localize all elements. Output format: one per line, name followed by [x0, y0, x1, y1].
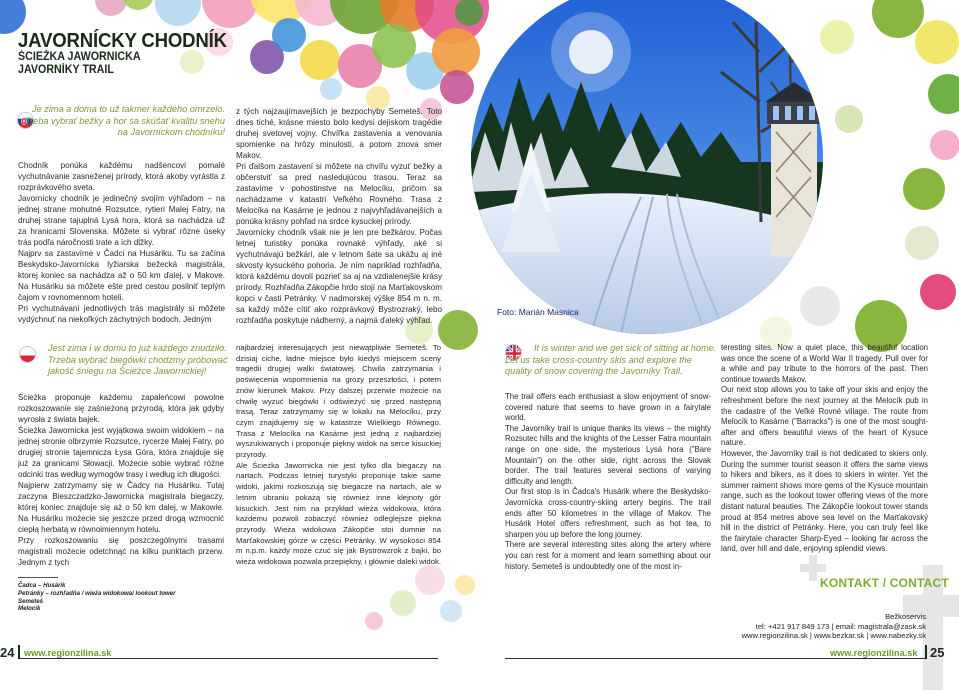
- text-polish-col1: [18, 392, 224, 568]
- text-slovak-col2: [236, 106, 442, 326]
- text-english-col2: [721, 343, 928, 555]
- deco-circle: [800, 286, 840, 326]
- caption-line: Semeteš: [18, 597, 44, 605]
- caption-divider: [18, 577, 58, 578]
- deco-circle: [915, 20, 959, 64]
- caption-line: Čadca – Husárik: [18, 582, 66, 589]
- title-polish: ŚCIEŻKA JAWORNICKA: [18, 51, 141, 63]
- title-english: JAVORNÍKY TRAIL: [18, 64, 114, 76]
- page-title: JAVORNÍCKY CHODNÍK: [18, 30, 227, 52]
- text-polish-col2: [236, 343, 441, 568]
- footer-accent-left: [18, 645, 20, 659]
- footer-accent-right: [925, 645, 927, 659]
- page-number-right: 25: [930, 645, 945, 660]
- polish-flag-icon: [19, 346, 36, 363]
- text-slovak-col1: [18, 160, 225, 325]
- text-english-col1: [505, 392, 711, 572]
- deco-circle: [415, 565, 445, 595]
- deco-circle: [300, 40, 340, 80]
- lookout-tower-icon: [765, 82, 823, 257]
- deco-circle: [928, 74, 959, 114]
- photo-credit: Foto: Marián Masnica: [497, 307, 579, 317]
- deco-circle: [440, 600, 462, 622]
- deco-circle: [820, 20, 854, 54]
- contact-phone-email: tel: +421 917 849 173 | email: magistrala@zask.sk: [755, 621, 926, 631]
- deco-circle: [903, 168, 945, 210]
- text-slovak-col1-body: Chodník ponúka každému nadšencovi pomalé vychutnávanie zasneženej prírody, ktorá akoby vyrástla z rozprávkového sveta. Javornícky chodník je jedinečný svojím výhľadom – na jednej strane mohutné Rozsutce, rytieri Malej Fatry, na druhej strane tajuplná Lysá hora, ktorá sa nachádza už za hranicami Slovenska. Môžete si vybrať rôzne úseky trás podľa náročnosti trate a ich dĺžky. Najprv sa zastavíme v Čadci na Husáriku. Tu sa začína Beskydsko-Javornícka lyžiarska bežecká magistrála, ktorej koniec sa nachádza až o 50 km ďalej, v Makove. Na Husáriku sa môžete ešte pred cestou posilniť teplým čajom v rovnomennom hoteli. Pri vychutnávaní jednotlivých trás magistrály si môžete vydýchnuť na niekoľkých záchytných bodoch. Jedným: [18, 161, 225, 324]
- deco-circle: [365, 612, 383, 630]
- deco-circle: [95, 0, 127, 16]
- deco-circle: [272, 18, 306, 52]
- lead-polish: Jest zima i w domu to już każdego znudziło. Trzeba wybrać biegówki chodzmy próbować jakość śniegu na Ścieżce Jawornickiej!: [48, 343, 228, 376]
- deco-circle: [438, 310, 478, 350]
- contact-title: KONTAKT / CONTACT: [820, 576, 949, 590]
- deco-circle: [455, 575, 475, 595]
- text-english-col1-body: The trail offers each enthusiast a slow enjoyment of snow-covered nature that seems to have grown in a fairytale world. The Javorníky trail is unique thanks its views – the mighty Rozsutec hills and the knights of the Lesser Fatra mountain range on one side, the mysterious Lysá hora ("Bare Mountain") on the other side, right across the Slovak border. The trail features several sections of varying difficulty and length. Our first stop is in Čadca's Husárik where the Beskydsko-Javornícka cross-country-skiing artery begins. The trail ends after 50 kilometres in the village of Makov. The Husárik Hotel offers refreshment, such as hot tea, to sharpen you up before the long journey. There are several interesting sites along the artery where you can rest for a moment and learn something about our history. Semeteš is undoubtedly one of the most in-: [505, 392, 711, 571]
- deco-circle: [320, 78, 342, 100]
- text-english-col2-body: teresting sites. Now a quiet place, this beautiful location was once the scene of a World War II tragedy. Pull over for a while and pay tribute to the horrors of the past. Then continue towards Makov. Our next stop allows you to take off your skis and enjoy the refreshment before the next journey at the Melocík pub in the cadastre of the Veľké Rovné village. The route from Melocík to Kasárne ("Barracks") is one of the most sought-after and offers beautiful views of the heart of Kysuce nature. However, the Javorníky trail is not dedicated to skiers only. During the summer tourist season it offers the same views to hikers and bikers, as it does to skiers in winter. Yet the summer raiment shows more gems of the Kysuce mountain range, such as the lookout tower offering views of the more distant natural beauties. The Zákopčie lookout tower stands proud at 854 metres above sea level on the Marťakovský hill in the district of Petránky. Here, you can truly feel like the fairytale character Sharp-Eyed – looking far across the land, over hill and dale, enjoying splendid views.: [721, 343, 928, 554]
- deco-circle: [432, 28, 480, 76]
- lead-slovak: Je zima a doma to už takmer každého omrzelo. Treba vybrať bežky a hor sa skúšať kvalitu snehu na Javorníckom chodníku!: [25, 104, 225, 137]
- deco-circle: [905, 226, 939, 260]
- page-number-left: 24: [0, 645, 15, 660]
- winter-photo: [471, 0, 823, 334]
- website-link-right[interactable]: www.regionzilina.sk: [830, 648, 918, 658]
- caption-line: Petránky – rozhľadňa / wieża widokowa/ lookout tower: [18, 589, 176, 597]
- deco-circle: [390, 590, 416, 616]
- deco-circle: [440, 70, 474, 104]
- text-slovak-col2-body: z tých najzaujímavejších je bezpochyby Semeteš. Toto dnes tiché, krásne miesto bolo kedysi dejiskom tragédie druhej svetovej vojny. Chvíľka zastavenia a venovania spomienke na hrôzy minulosti, a potom znova smer Makov. Pri ďalšom zastavení si môžete na chvíľu vyzuť bežky a občerstviť sa pred nasledujúcou trasou. Teraz sa zastavíme v pohostinstve na Melocíku, pričom sa nachádzame v katastri Veľkého Rovného. Trasa z Melocíka na Kasárne je jednou z najvyhľadávanejších a ponúka krásny pohľad na srdce kysuckej prírody. Javornícky chodník však nie je len pre bežkárov. Počas letnej turistiky ponúka rovnaké výhľady, aké si vychutnávajú bežkári, ale v letnom šate sa ukážu aj iné skvosty kysuckého pohoria. Je ním napríklad rozhľadňa, ktorá každému dovolí pozrieť sa aj na vzdialenejšie krásy prírody. Rozhľadňa Zákopčie hrdo stojí na Marťakovskom kopci v časti Petránky. V nadmorskej výške 854 m n. m. sa každý môže cítiť ako rozprávkový Bystrozraký, lebo rozhľadňa poskytuje nádherný, a najmä ďaleký výhľad.: [236, 107, 442, 325]
- lead-english: It is winter and we get sick of sitting at home. Let us take cross-country skis and explore the quality of snow covering the Javorníky Trail.: [505, 343, 717, 376]
- text-polish-col1-body: Ścieżka proponuje każdemu zapaleńcowi powolne rozkoszowanie się zaśnieżoną przyrodą, która jak gdyby wyrosła z świata bajek. Ścieżka Jawornicka jest wyjątkowa swoim widokiem – na jednej stronie olbrzymie Rozsutce, rycerze Małej Fatry, po drugiej stronie tajemnicza Łysa Góra, która znajduje się już za granicami Słowacji. Możecie sobie wybrać różne odcinki tras według wymogów trasy i według ich długości. Najpierw zatrzymamy się w Čadcy na Husáriku. Tutaj zaczyna Bieszczadzko-Jawornicka magistrala biegaczy, której koniec znajduje się aż o 50 km dalej, w Makowie. Na Husáriku możecie się jeszcze przed drogą wzmocnić ciepłą herbatą w równoimiennym hotelu. Przy rozkoszowaniu się poszczególnymi trasami magistrali możecie odetchnąć na kilku punktach przerw. Jednym z tych: [18, 393, 224, 567]
- contact-name: Bežkoservis: [885, 612, 926, 621]
- website-link-left[interactable]: www.regionzilina.sk: [24, 648, 112, 658]
- deco-circle: [930, 130, 959, 160]
- contact-info: [690, 612, 926, 641]
- deco-circle: [202, 0, 258, 28]
- deco-circle: [920, 274, 956, 310]
- deco-circle: [155, 0, 201, 26]
- caption-line: Melocík: [18, 605, 41, 613]
- photo-caption-list: [18, 582, 176, 613]
- title-block: [18, 31, 258, 77]
- deco-circle: [122, 0, 154, 10]
- contact-websites: www.regionzilina.sk | www.bezkar.sk | www.nabezky.sk: [741, 631, 926, 641]
- deco-circle: [835, 105, 863, 133]
- deco-circle: [0, 0, 26, 34]
- text-polish-col2-body: najbardziej interesujących jest niewątpliwie Semeteš. To dzisiaj ciche, ładne miejsce było kiedyś miejscem sceny tragedii drugiej walki światowej. Chwila zatrzymania i poświęcenia wspomnienia na grozy przeszłości, i potem znów kierunek Makov. Przy dalszej przerwie możecie na chwilę wyzuć biegówki i odświeżyć się przed następną trasą. Teraz zatrzymamy się w lokalu na Melocíku, przy czym znajdujemy się w katastrze Wielkiego Równego. Trasa z Melocíka na Kasárne jest jedną z najbardziej wyszukiwanych i proponuje piękny widok na serce kisuckiej przyrody. Ale Ścieżka Jawornicka nie jest tylko dla biegaczy na nartach. Podczas letniej turystyki proponuje takie same widoki, jakimi rozkoszują się biegacze na nartach, ale w letnim ubraniu pokażą się również inne klejnoty gór kisuckich. Jest nim na przykład wieża widokowa, która każdemu pozwoli zobaczyć również odleglejsze piękna przyrody. Wieża widokowa Zákopčie stoi dumnie na Marťakowskiej górze w części Petránky. W wysokości 854 m n.p.m. każdy może czuć się jak Bystrowzrok z bajki, bo wieża widokowa pozwala przepiękny, i głównie daleki widok.: [236, 343, 441, 567]
